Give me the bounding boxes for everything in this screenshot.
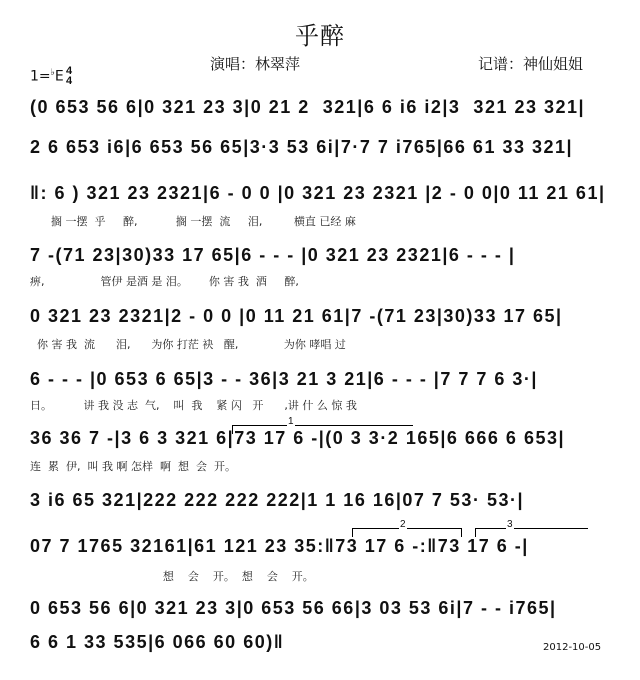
lyrics-line-3: 搁 一摆 乎 醉, 搁 一摆 流 泪, 横直 已经 麻	[30, 215, 356, 228]
volta-number: 3	[507, 519, 513, 530]
key-signature	[30, 68, 64, 85]
score-line-6: 6 - - - |0 653 6 65|3 - - 36|3 21 3 21|6 - - - |7 7 7 6 3·|	[30, 369, 538, 389]
song-title: 乎醉	[295, 22, 345, 50]
volta-number: 2	[400, 519, 406, 530]
lyrics-line-4: 痹, 管伊 是酒 是 泪。 你 害 我 酒 醉,	[30, 275, 299, 288]
score-line-1: (0 653 56 6|0 321 23 3|0 21 2 321|6 6 i6 i2|3 321 23 321|	[30, 97, 586, 117]
score-line-4: 7 -(71 23|30)33 17 65|6 - - - |0 321 23 2321|6 - - - |	[30, 245, 516, 265]
score-line-7: 36 36 7 -|3 6 3 321 6|73 17 6 -|(0 3 3·2 165|6 666 6 653|	[30, 428, 566, 448]
lyrics-line-5: 你 害 我 流 泪, 为你 打茫 袂 醒, 为你 哮唱 过	[30, 338, 346, 351]
score-line-9: 07 7 1765 32161|61 121 23 35:‖73 17 6 -:‖73 17 6 -|	[30, 536, 529, 556]
meter-top: 4	[66, 65, 73, 77]
score-line-10: 0 653 56 6|0 321 23 3|0 653 56 66|3 03 53 6i|7 - - i765|	[30, 598, 557, 618]
score-line-11: 6 6 1 33 535|6 066 60 60)‖	[30, 632, 285, 652]
lyrics-line-7: 连 累 伊, 叫 我 啊 怎样 啊 想 会 开。	[30, 460, 236, 473]
lyrics-line-9: 想 会 开。 想 会 开。	[30, 570, 314, 583]
key-note: E	[54, 68, 64, 85]
score-line-2: 2 6 653 i6|6 653 56 65|3·3 53 6i|7·7 7 i765|66 61 33 321|	[30, 137, 574, 157]
transcription-date: 2012-10-05	[543, 642, 602, 653]
volta-number: 1	[288, 416, 294, 427]
meter-bottom: 4	[66, 75, 73, 87]
score-line-3: ‖: 6 ) 321 23 2321|6 - 0 0 |0 321 23 2321 |2 - 0 0|0 11 21 61|	[30, 183, 606, 203]
score-line-8: 3 i6 65 321|222 222 222 222|1 1 16 16|07 7 53· 53·|	[30, 490, 524, 510]
key-prefix: 1=	[30, 68, 51, 85]
score-line-5: 0 321 23 2321|2 - 0 0 |0 11 21 61|7 -(71 23|30)33 17 65|	[30, 306, 563, 326]
scribe-credit: 记谱：神仙姐姐	[478, 55, 584, 73]
flat-icon: ♭	[50, 68, 55, 78]
time-signature	[66, 66, 72, 86]
lyrics-line-6: 日。 讲 我 没 志 气, 叫 我 紧 闪 开 ,讲 什 么 惊 我	[30, 399, 357, 412]
singer-credit: 演唱：林翠萍	[210, 55, 301, 73]
